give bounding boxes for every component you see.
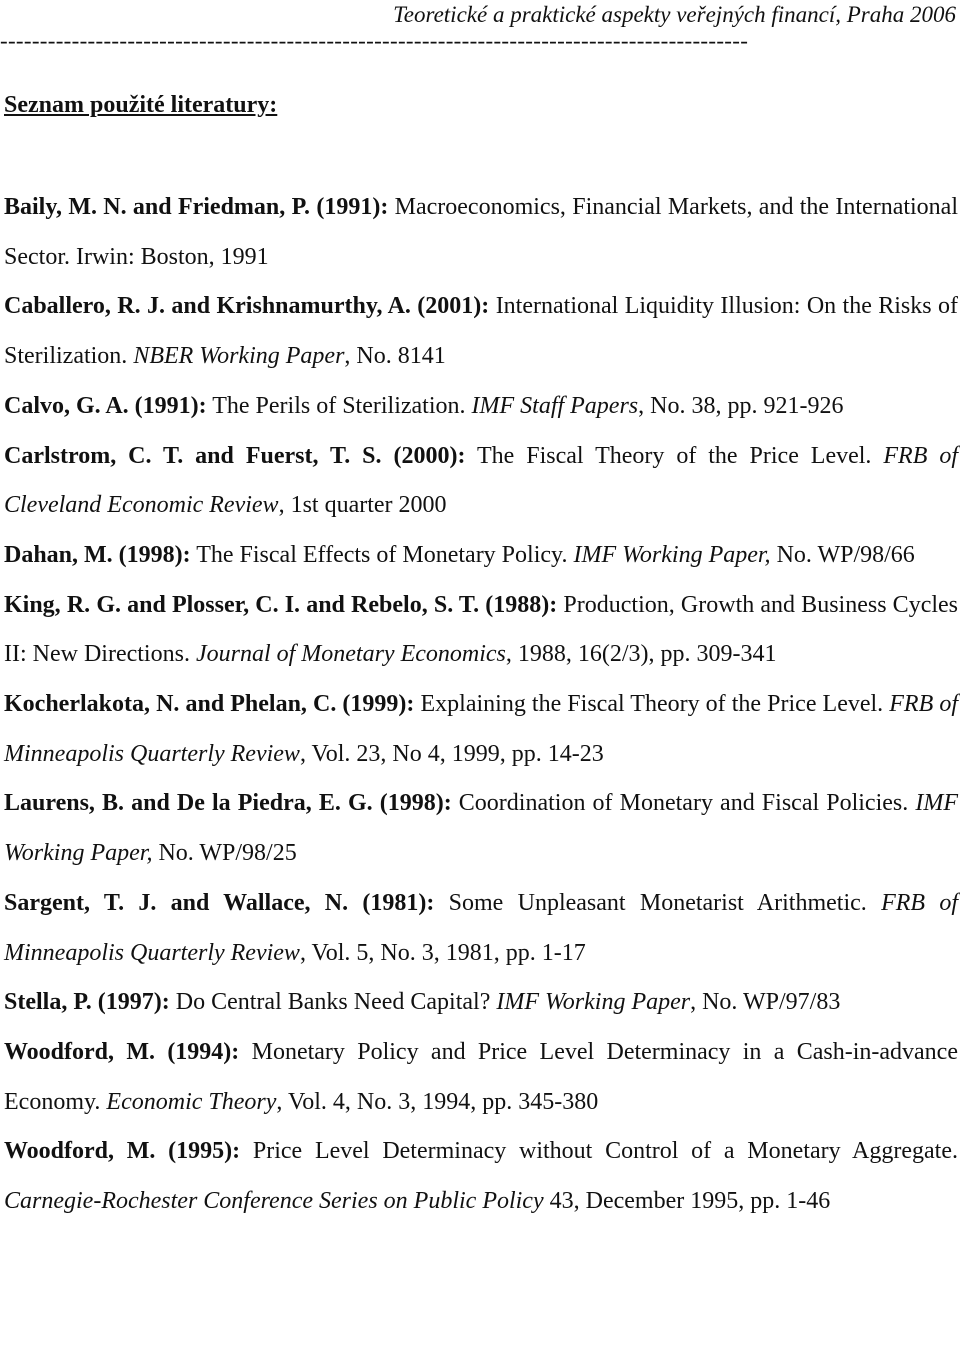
reference-venue: FRB of Minneapolis Quarterly Review [4, 691, 958, 767]
reference-details: , No. 38, pp. 921-926 [638, 392, 844, 419]
reference-title: The Perils of Sterilization. [206, 392, 472, 419]
reference-entry [4, 978, 958, 1028]
reference-authors: Carlstrom, C. T. and Fuerst, T. S. (2000): [4, 442, 466, 469]
reference-entry [4, 282, 958, 381]
reference-title: Some Unpleasant Monetarist Arithmetic. [434, 889, 882, 916]
reference-entry [4, 531, 958, 581]
reference-authors: Calvo, G. A. (1991): [4, 392, 207, 419]
reference-title: Macroeconomics, Financial Markets, and the International Sector. Irwin: Boston, 1991 [4, 194, 959, 270]
reference-details: , No. WP/97/83 [690, 989, 841, 1016]
reference-venue: IMF Staff Papers [471, 392, 639, 419]
reference-entry [4, 432, 958, 531]
reference-details: , Vol. 4, No. 3, 1994, pp. 345-380 [276, 1088, 599, 1115]
reference-title: The Fiscal Effects of Monetary Policy. [190, 541, 574, 568]
reference-title: International Liquidity Illusion: On the Risks of Sterilization. [4, 293, 958, 370]
section-heading: Seznam použité literatury: [4, 92, 278, 118]
header-divider: ---------------------------------------------------------------------------------------------- [0, 28, 749, 53]
reference-venue: NBER Working Paper [133, 343, 345, 370]
reference-title: Do Central Banks Need Capital? [169, 989, 497, 1016]
reference-authors: Woodford, M. (1994): [4, 1038, 240, 1065]
reference-entry [4, 183, 958, 282]
reference-authors: Sargent, T. J. and Wallace, N. (1981): [4, 889, 435, 916]
reference-details: , 1988, 16(2/3), pp. 309-341 [505, 641, 777, 668]
reference-entry [4, 1028, 958, 1127]
reference-authors: Laurens, B. and De la Piedra, E. G. (1998): [4, 790, 452, 817]
reference-details: , No. 8141 [344, 343, 446, 370]
reference-title: Explaining the Fiscal Theory of the Price Level. [414, 691, 890, 718]
reference-entry [4, 581, 958, 680]
reference-details: No. WP/98/66 [770, 541, 915, 568]
reference-venue: FRB of Minneapolis Quarterly Review [4, 889, 958, 966]
reference-title: The Fiscal Theory of the Price Level. [465, 442, 884, 469]
reference-authors: Kocherlakota, N. and Phelan, C. (1999): [4, 691, 415, 718]
reference-venue: IMF Working Paper, [4, 790, 958, 867]
reference-venue: IMF Working Paper, [573, 541, 771, 568]
reference-authors: Dahan, M. (1998): [4, 541, 191, 568]
reference-title: Monetary Policy and Price Level Determinacy in a Cash-in-advance Economy. [4, 1038, 958, 1115]
reference-venue: Economic Theory [106, 1088, 277, 1115]
reference-venue: IMF Working Paper [496, 989, 691, 1016]
reference-venue: FRB of Cleveland Economic Review [4, 442, 958, 519]
reference-venue: Carnegie-Rochester Conference Series on Public Policy [4, 1188, 544, 1215]
reference-authors: Stella, P. (1997): [4, 989, 170, 1016]
reference-entry [4, 382, 958, 432]
reference-authors: Baily, M. N. and Friedman, P. (1991): [4, 194, 389, 220]
reference-venue: Journal of Monetary Economics [195, 641, 506, 668]
reference-details: , 1st quarter 2000 [278, 492, 447, 519]
reference-entry [4, 1127, 958, 1226]
reference-entry [4, 680, 958, 779]
reference-title: Price Level Determinacy without Control of a Monetary Aggregate. [240, 1138, 958, 1165]
reference-details: 43, December 1995, pp. 1-46 [543, 1188, 831, 1215]
reference-authors: Caballero, R. J. and Krishnamurthy, A. (2001): [4, 293, 490, 320]
reference-details: , Vol. 23, No 4, 1999, pp. 14-23 [299, 740, 604, 767]
reference-authors: King, R. G. and Plosser, C. I. and Rebelo, S. T. (1988): [4, 591, 558, 618]
running-header: Teoretické a praktické aspekty veřejných financí, Praha 2006 [393, 2, 956, 27]
reference-entry [4, 779, 958, 878]
reference-authors: Woodford, M. (1995): [4, 1138, 241, 1165]
reference-title: Coordination of Monetary and Fiscal Policies. [451, 790, 916, 817]
reference-details: , Vol. 5, No. 3, 1981, pp. 1-17 [299, 939, 586, 966]
reference-entry [4, 879, 958, 978]
reference-title: Production, Growth and Business Cycles II: New Directions. [4, 591, 959, 668]
reference-list [4, 183, 958, 1227]
reference-details: No. WP/98/25 [152, 840, 297, 867]
